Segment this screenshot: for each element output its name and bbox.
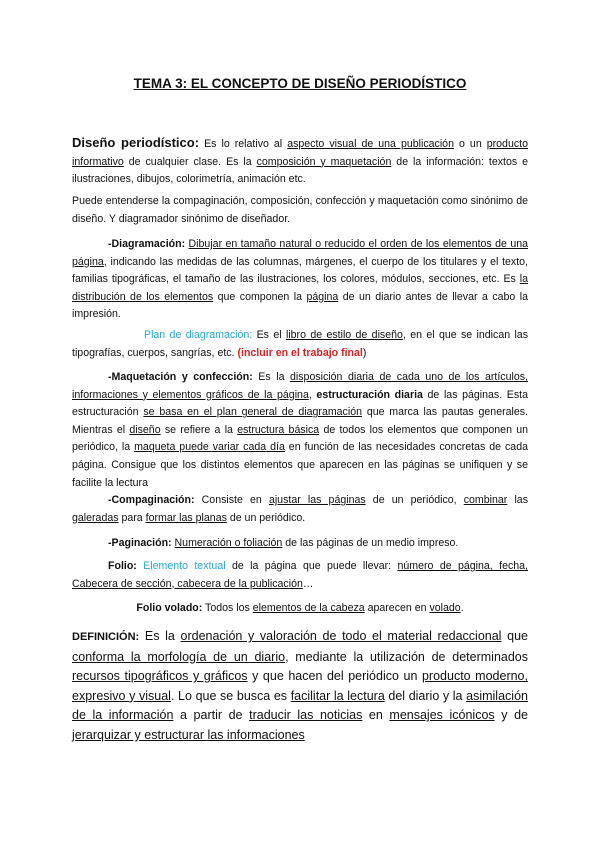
definition-compaginacion: -Compaginación: Consiste en ajustar las páginas de un periódico, combinar las galeradas para formar las planas de un periódico. bbox=[72, 494, 528, 524]
term-label: -Paginación: bbox=[108, 537, 172, 549]
term-label: Diseño periodístico: bbox=[72, 135, 200, 150]
page-title: TEMA 3: EL CONCEPTO DE DISEÑO PERIODÍSTICO bbox=[133, 76, 467, 91]
definition-main: DEFINICIÓN: Es la ordenación y valoración de todo el material redaccional que conforma la morfología de un diario, mediante la utilización de determinados recursos tipográficos y gráficos y que hacen del periódico un producto moderno, expresivo y visual. Lo que se busca es facilitar la lectura del diario y la asimilación de la información a partir de traducir las noticias en mensajes icónicos y de jerarquizar y estructurar las informaciones bbox=[72, 629, 528, 742]
definition-diseno-periodistico: Diseño periodístico: Es lo relativo al aspecto visual de una publicación o un producto informativo de cualquier clase. Es la composición y maquetación de la información: textos e ilustraciones, dibujos, colorimetría, animación etc. bbox=[72, 135, 528, 186]
definition-maquetacion: -Maquetación y confección: Es la disposición diaria de cada uno de los artículos, informaciones y elementos gráficos de la página, estructuración diaria de las páginas. Esta estructuración se basa en el plan general de diagramación que marca las pautas generales. Mientras el diseño se refiere a la estructura básica de todos los elementos que componen un periódico, la maqueta puede variar cada día en función de las necesidades concretas de cada página. Consigue que los distintos elementos que aparecen en las páginas se unifiquen y se facilite la lectura bbox=[72, 371, 529, 489]
definition-folio: Folio: Elemento textual de la página que puede llevar: número de página, fecha, Cabecera de sección, cabecera de la publicación… bbox=[72, 560, 528, 590]
term-label: Folio: bbox=[108, 560, 137, 572]
definition-diagramacion: -Diagramación: Dibujar en tamaño natural o reducido el orden de los elementos de una página, indicando las medidas de las columnas, márgenes, el cuerpo de los titulares y el texto, familias tipográficas, el tamaño de las ilustraciones, los colores, módulos, secciones, etc. Es la distribución de los elementos que componen la página de un diario antes de llevar a cabo la impresión. bbox=[72, 238, 529, 321]
paragraph-sinonimos: Puede entenderse la compaginación, composición, confección y maquetación como sinónimo de diseño. Y diagramador sinónimo de diseñador. bbox=[72, 195, 528, 225]
definition-folio-volado: Folio volado: Todos los elementos de la cabeza aparecen en volado. bbox=[136, 602, 464, 614]
term-label: -Maquetación y confección: bbox=[108, 371, 253, 383]
term-label: DEFINICIÓN: bbox=[72, 631, 140, 643]
note-highlight: (incluir en el trabajo final bbox=[237, 346, 363, 359]
term-label: Plan de diagramación: bbox=[144, 329, 253, 341]
term-label: -Compaginación: bbox=[108, 494, 195, 506]
term-label: -Diagramación: bbox=[108, 238, 186, 250]
definition-plan-diagramacion: Plan de diagramación: Es el libro de estilo de diseño, en el que se indican las tipografías, cuerpos, sangrías, etc. (incluir en el trabajo final) bbox=[72, 329, 528, 359]
term-label: Folio volado: bbox=[136, 602, 203, 614]
definition-paginacion: -Paginación: Numeración o foliación de las páginas de un medio impreso. bbox=[108, 537, 459, 549]
